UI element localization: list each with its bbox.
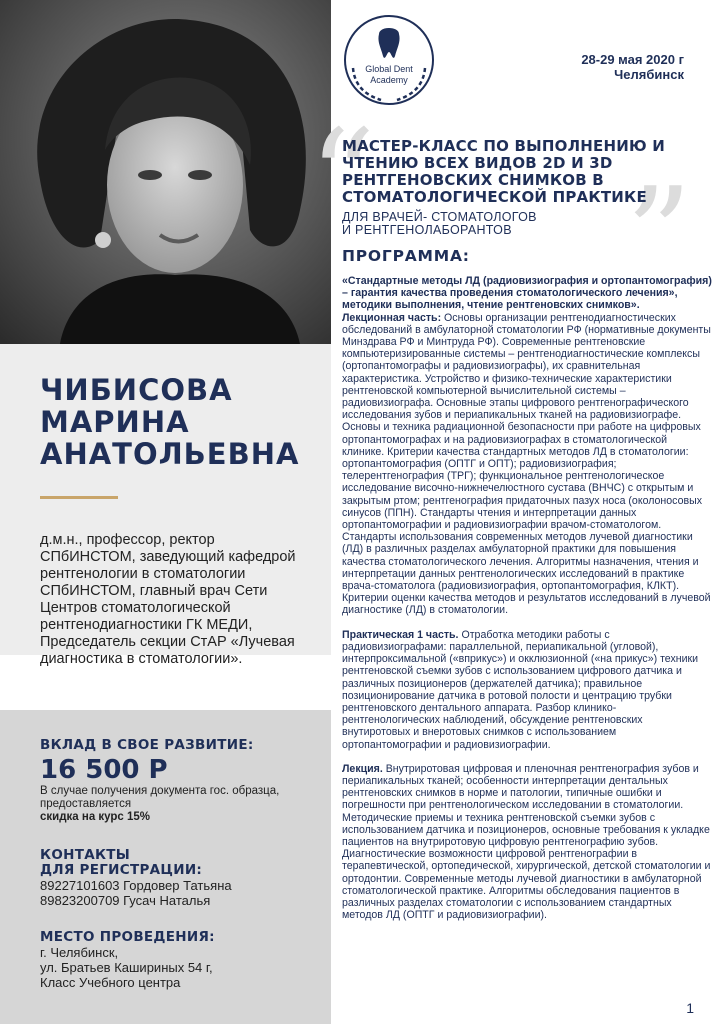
speaker-bio: д.м.н., профессор, ректор СПбИНСТОМ, заведующий кафедрой рентгенологии в стоматологии СПбИНСТОМ, главный врач Сети Центров стоматологической рентгенодиагностики ГК МЕДИ, Председатель секции СтАР «Лучевая диагностика в стоматологии». xyxy=(40,532,296,667)
contact-phone-1[interactable]: 89227101603 Гордовер Татьяна xyxy=(40,878,232,893)
quote-open-icon: “ xyxy=(309,101,376,253)
event-date-block xyxy=(581,52,684,82)
venue-city: г. Челябинск, xyxy=(40,945,119,960)
price: 16 500 Р xyxy=(40,755,168,785)
info-block xyxy=(0,710,331,1024)
fee-note xyxy=(40,785,311,824)
fee-note-text: В случае получения документа гос. образца, предоставляется xyxy=(40,785,280,810)
program-body xyxy=(342,275,712,921)
event-date: 28-29 мая 2020 г xyxy=(581,52,684,67)
lecture-paragraph xyxy=(342,312,712,617)
lecture2-label: Лекция. xyxy=(342,762,383,775)
event-city: Челябинск xyxy=(614,67,684,82)
divider xyxy=(40,496,118,499)
logo-line1: Global Dent xyxy=(365,64,413,74)
lecture-label: Лекционная часть: xyxy=(342,311,442,324)
right-column xyxy=(309,0,724,1024)
contact-phone-2[interactable]: 89823200709 Гусач Наталья xyxy=(40,893,211,908)
event-audience xyxy=(342,211,537,237)
portrait-image xyxy=(0,0,331,344)
practice-label: Практическая 1 часть. xyxy=(342,628,459,641)
event-audience-line1: ДЛЯ ВРАЧЕЙ- СТОМАТОЛОГОВ xyxy=(342,210,537,224)
left-column xyxy=(0,0,331,1024)
practice-text: Отработка методики работы с радиовизиографами: параллельной, периапикальной (угловой), интерпроксимальной («вприкус») и окклюзионной («на прикус») техники рентгеновской съемки зубов с использованием цифрового датчика и различных позиционеров (держателей датчика); правильное позиционирование датчика в ротовой полости и центрацию трубки рентгеновского дентального аппарата. Разбор клинико-рентгенологических наблюдений, обсуждение рентгеновских внутиротовых и внеротовых снимков с использованием ортопантомографии и радиовизиографии. xyxy=(342,628,699,751)
speaker-patronymic: АНАТОЛЬЕВНА xyxy=(40,437,300,471)
contacts-title-line1: КОНТАКТЫ xyxy=(40,847,131,863)
venue-room: Класс Учебного центра xyxy=(40,975,181,990)
speaker-photo xyxy=(0,0,331,344)
program-heading: ПРОГРАММА: xyxy=(342,247,470,265)
speaker-name xyxy=(40,374,311,470)
lecture-text: Основы организации рентгенодиагностических обследований в амбулаторной стоматологии РФ (нормативные документы Минздрава РФ и Минтруда РФ). Современные рентгеновские компьютеризированные системы – рентгенодиагностические комплексы (ортопантомографы и радиовизиографы), их сравнительная характеристика. Устройство и физико-технические характеристики рентгеновской компьютерной вычислительной системы – радиовизиографа. Основные этапы цифрового рентгенографического исследования зубов и периапикальных тканей на радиовизиографе. Основы и техника радиационной безопасности при работе на цифровых ортопантомографах и на радиовизиографах в стоматологической клинике. Критерии качества стандартных методов ЛД в стоматологии: ортопантомография (ОПТГ и ОПТ); радиовизиография; телерентгенография (ТРГ); функциональное рентгенологическое исследование височно-нижнечелюстного сустава (ВНЧС) с открытым и закрытым ртом; рентгенография придаточных пазух носа (околоносовых синусов (ППН). Стандарты чтения и интерпретации данных ортопантомографии и радиовизиографии врачом-стоматологом. Стандарты использования современных методов лучевой диагностики (ЛД) в различных разделах амбулаторной практики для повышения качества стоматологического лечения. Алгоритмы назначения, чтения и интерпретации данных рентгенологических исследований в практике врача-стоматолога (радиовизиография, ортопантомография, КЛКТ). Критерии оценки качества методов и результатов исследований в лучевой диагностике (ЛД) в стоматологии. xyxy=(342,311,711,617)
quote-close-icon: ” xyxy=(625,159,692,311)
practice-paragraph xyxy=(342,629,712,751)
lecture2-text: Внутриротовая цифровая и пленочная рентгенография зубов и периапикальных тканей; особенности интерпретации дентальных рентгеновских снимков в норме и патологии, типичные ошибки и погрешности при рентгенологическом исследовании в стоматологии. Методические приемы и техника рентгеновской съемки зубов с использованием датчика и позиционеров, основные требования к укладке пациентов на внутриротовую цифровую рентгенографию зубов. Диагностические возможности цифровой рентгенографии в терапевтической, ортопедической, хирургической, детской стоматологии и ортодонтии. Современные методы лучевой диагностики в амбулаторной стоматологической практике. Алгоритмы обследования пациентов в различных разделах стоматологии с использованием стандартных методов ЛД (ОПТГ и радиовизиографии). xyxy=(342,762,711,922)
event-audience-line2: И РЕНТГЕНОЛАБОРАНТОВ xyxy=(342,223,512,237)
venue-title: МЕСТО ПРОВЕДЕНИЯ: xyxy=(40,929,215,945)
academy-logo xyxy=(341,12,437,108)
contacts-title xyxy=(40,848,311,878)
tooth-icon xyxy=(378,28,399,58)
speaker-card xyxy=(0,344,331,667)
venue-street: ул. Братьев Кашириных 54 г, xyxy=(40,960,213,975)
contacts-title-line2: ДЛЯ РЕГИСТРАЦИИ: xyxy=(40,862,203,878)
program-intro: «Стандартные методы ЛД (радиовизиография и ортопантомография) – гарантия качества проведения стоматологического лечения», методики выполнения, чтение рентгеновских снимков». xyxy=(342,275,712,312)
page-number: 1 xyxy=(686,1000,694,1016)
event-title: МАСТЕР-КЛАСС ПО ВЫПОЛНЕНИЮ И ЧТЕНИЮ ВСЕХ ВИДОВ 2D И 3D РЕНТГЕНОВСКИХ СНИМКОВ В СТОМАТОЛОГИЧЕСКОЙ ПРАКТИКЕ xyxy=(342,137,665,206)
discount-text: скидка на курс 15% xyxy=(40,811,151,823)
speaker-surname: ЧИБИСОВА xyxy=(40,373,233,407)
lecture2-paragraph xyxy=(342,763,712,922)
speaker-first-name: МАРИНА xyxy=(40,405,190,439)
logo-line2: Academy xyxy=(370,75,408,85)
fee-title: ВКЛАД В СВОЕ РАЗВИТИЕ: xyxy=(40,737,254,753)
